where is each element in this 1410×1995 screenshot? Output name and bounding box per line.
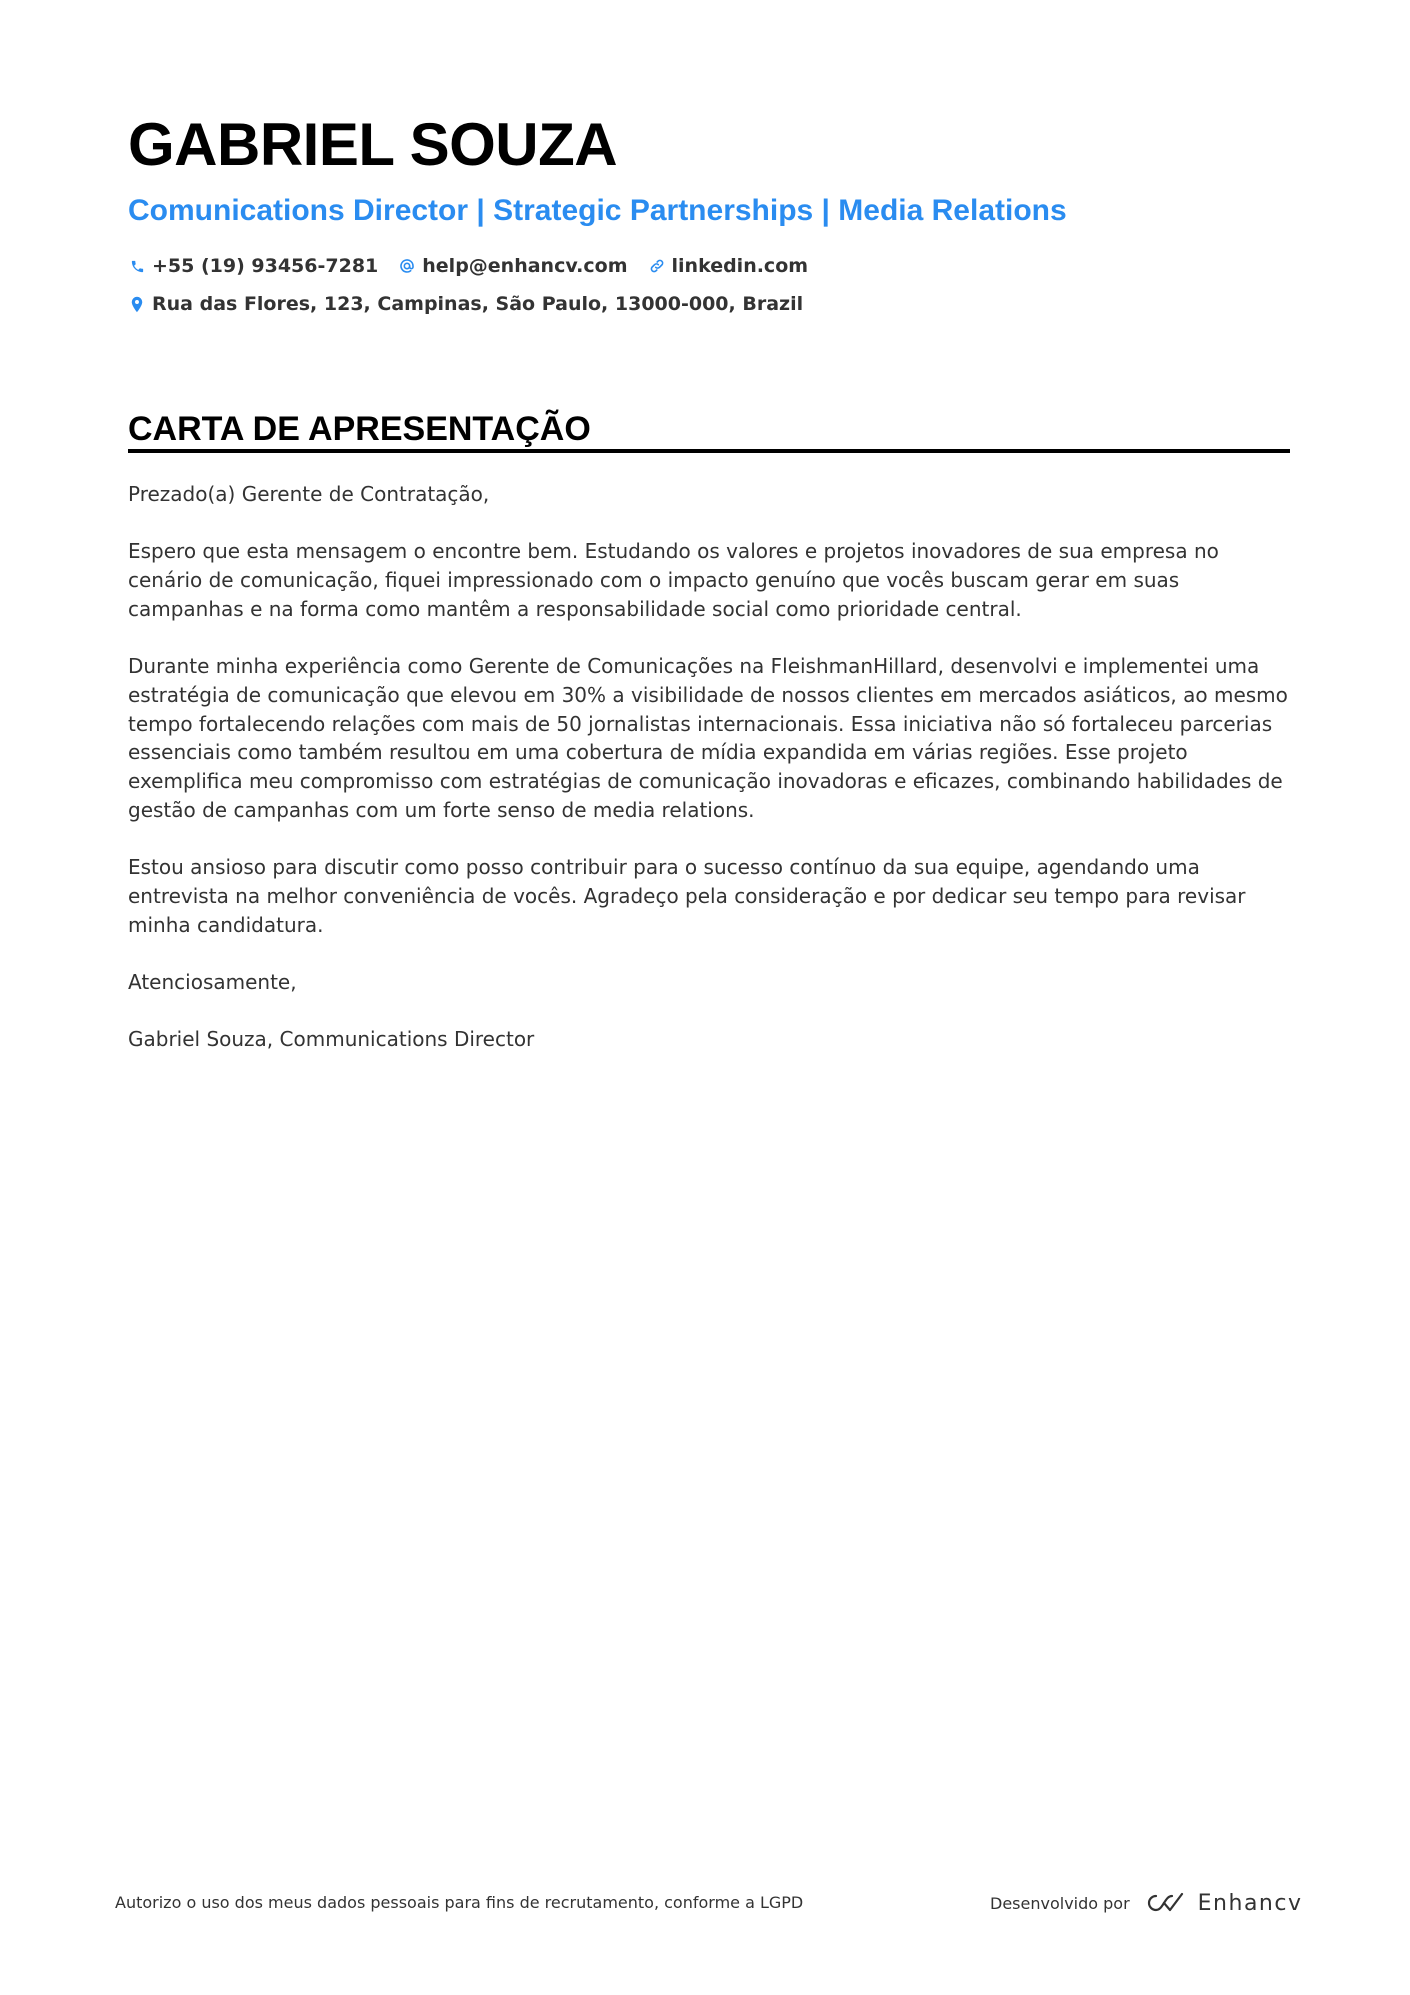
candidate-headline: Comunications Director | Strategic Partnerships | Media Relations bbox=[128, 194, 1067, 227]
location-pin-icon bbox=[128, 295, 146, 313]
contact-email[interactable] bbox=[398, 255, 627, 277]
at-icon bbox=[398, 257, 416, 275]
contact-linkedin[interactable] bbox=[648, 255, 809, 277]
contact-linkedin-text: linkedin.com bbox=[671, 255, 809, 277]
letter-paragraph-3: Estou ansioso para discutir como posso contribuir para o sucesso contínuo da sua equipe, agendando uma entrevista na melhor conveniência de vocês. Agradeço pela consideração e por dedicar seu tempo para revisar minha candidatura. bbox=[128, 855, 1246, 937]
enhancv-logo-icon bbox=[1142, 1890, 1188, 1916]
letter-paragraph-2: Durante minha experiência como Gerente de Comunicações na FleishmanHillard, desenvolvi e implementei uma estratégia de comunicação que elevou em 30% a visibilidade de nossos clientes em mercados asiáticos, ao mesmo tempo fortalecendo relações com mais de 50 jornalistas internacionais. Essa iniciativa não só fortaleceu parcerias essenciais como também resultou em uma cobertura de mídia expandida em várias regiões. Esse projeto exemplifica meu compromisso com estratégias de comunicação inovadoras e eficazes, combinando habilidades de gestão de campanhas com um forte senso de media relations. bbox=[128, 654, 1288, 822]
contact-row-secondary bbox=[128, 289, 1288, 319]
phone-icon bbox=[128, 257, 146, 275]
footer-brand-name: Enhancv bbox=[1197, 1890, 1303, 1916]
contact-email-text: help@enhancv.com bbox=[422, 255, 628, 277]
section-title: CARTA DE APRESENTAÇÃO bbox=[128, 410, 591, 448]
footer-powered-by: Desenvolvido por bbox=[990, 1893, 1130, 1913]
candidate-name: GABRIEL SOUZA bbox=[128, 111, 618, 178]
letter-closing: Atenciosamente, bbox=[128, 969, 297, 994]
section-divider bbox=[128, 449, 1290, 453]
resume-header bbox=[128, 108, 1288, 319]
contact-location bbox=[128, 293, 803, 315]
letter-paragraph-1: Espero que esta mensagem o encontre bem. Estudando os valores e projetos inovadores de sua empresa no cenário de comunicação, fiquei impressionado com o impacto genuíno que vocês buscam gerar em suas campanhas e na forma como mantêm a responsabilidade social como prioridade central. bbox=[128, 539, 1219, 621]
contact-row-primary bbox=[128, 251, 1288, 281]
footer-consent: Autorizo o uso dos meus dados pessoais para fins de recrutamento, conforme a LGPD bbox=[115, 1893, 804, 1912]
letter-greeting: Prezado(a) Gerente de Contratação, bbox=[128, 482, 490, 506]
link-icon bbox=[648, 257, 666, 275]
letter-body bbox=[128, 480, 1298, 1083]
contact-phone-text: +55 (19) 93456-7281 bbox=[152, 255, 379, 277]
letter-signature: Gabriel Souza, Communications Director bbox=[128, 1027, 535, 1052]
footer-brand[interactable] bbox=[990, 1888, 1302, 1918]
contact-location-text: Rua das Flores, 123, Campinas, São Paulo, 13000-000, Brazil bbox=[152, 293, 804, 315]
contact-phone[interactable] bbox=[128, 255, 378, 277]
